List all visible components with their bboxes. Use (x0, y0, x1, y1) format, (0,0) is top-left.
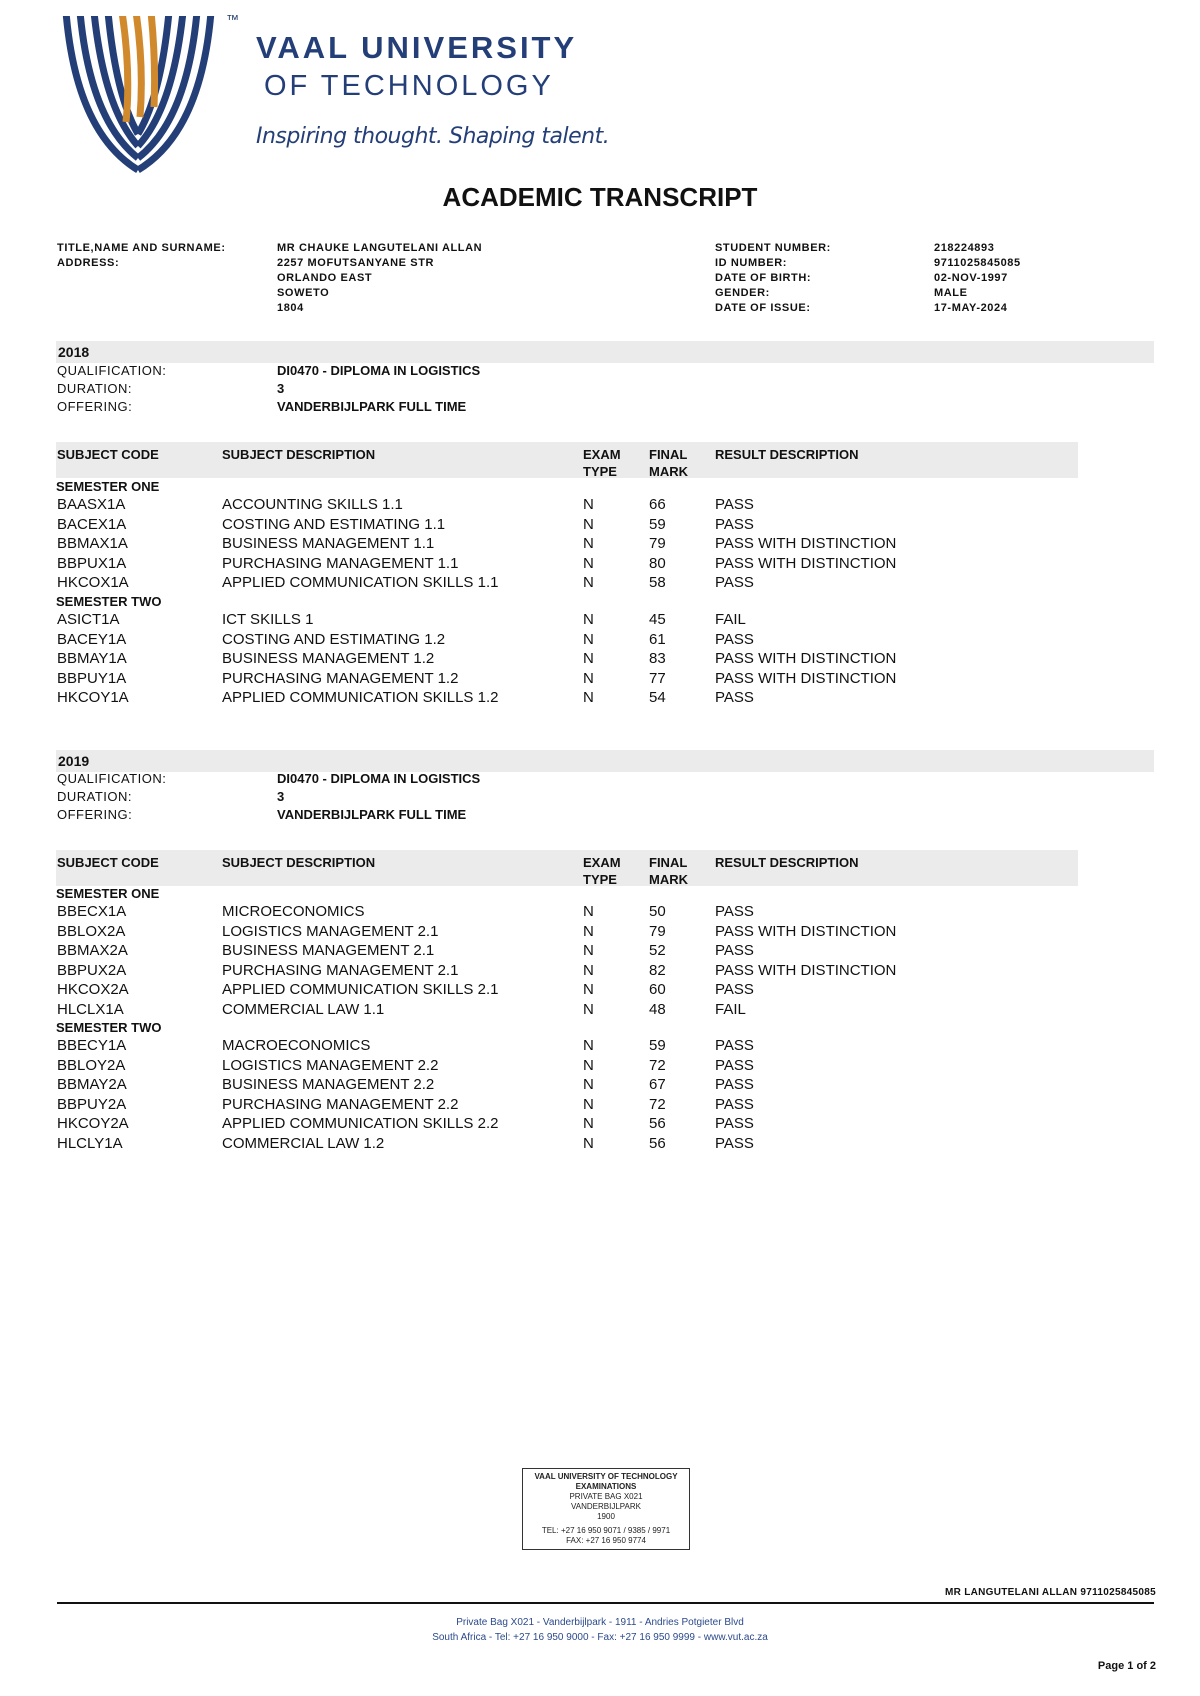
col-final-mark: FINAL MARK (649, 447, 688, 479)
exam-type: N (583, 611, 594, 628)
duration-value: 3 (277, 789, 285, 804)
table-row (56, 689, 1078, 708)
result-description: PASS (715, 1076, 754, 1093)
final-mark: 67 (649, 1076, 666, 1093)
col-subject-code: SUBJECT CODE (57, 447, 159, 462)
table-row (56, 496, 1078, 515)
subject-code: BBECY1A (57, 1037, 127, 1054)
duration-value: 3 (277, 381, 285, 396)
result-description: FAIL (715, 1000, 746, 1018)
table-row (56, 670, 1078, 689)
results-table-header (56, 442, 1078, 478)
exam-type: N (583, 903, 594, 920)
semester-two-label: SEMESTER TWO (56, 594, 162, 609)
subject-description: MICROECONOMICS (222, 903, 365, 920)
table-row (56, 1135, 1078, 1154)
table-row (56, 942, 1078, 961)
table-row (56, 981, 1078, 1000)
offering-value: VANDERBIJLPARK FULL TIME (277, 399, 467, 414)
subject-code: ASICT1A (57, 611, 120, 628)
result-description: PASS (715, 942, 754, 959)
trademark-symbol: ™ (226, 12, 239, 27)
subject-code: BBECX1A (57, 903, 127, 920)
exam-type: N (583, 669, 594, 687)
exam-type: N (583, 922, 594, 940)
subject-description: BUSINESS MANAGEMENT 2.2 (222, 1076, 435, 1093)
name-value: MR CHAUKE LANGUTELANI ALLAN (277, 242, 483, 254)
subject-code: BBPUX1A (57, 554, 127, 572)
subject-description: COMMERCIAL LAW 1.1 (222, 1000, 385, 1018)
exam-type: N (583, 1037, 594, 1054)
subject-description: APPLIED COMMUNICATION SKILLS 2.2 (222, 1115, 499, 1132)
stamp-line: 1900 (597, 1512, 615, 1521)
subject-code: HKCOY1A (57, 689, 129, 706)
exam-type: N (583, 942, 594, 959)
table-row (56, 903, 1078, 922)
tagline: Inspiring thought. Shaping talent. (256, 124, 610, 149)
subject-code: BBMAY1A (57, 650, 127, 667)
exam-type: N (583, 574, 594, 591)
result-description: PASS (715, 1095, 754, 1113)
subject-description: ACCOUNTING SKILLS 1.1 (222, 496, 403, 513)
final-mark: 83 (649, 650, 666, 667)
document-title: ACADEMIC TRANSCRIPT (442, 182, 758, 212)
subject-code: BBLOX2A (57, 922, 126, 940)
subject-description: PURCHASING MANAGEMENT 2.2 (222, 1095, 459, 1113)
subject-description: LOGISTICS MANAGEMENT 2.1 (222, 922, 439, 940)
final-mark: 59 (649, 515, 666, 533)
subject-description: APPLIED COMMUNICATION SKILLS 1.2 (222, 689, 499, 706)
table-row (56, 650, 1078, 669)
semester-two-label: SEMESTER TWO (56, 1020, 162, 1035)
final-mark: 80 (649, 554, 666, 572)
exam-type: N (583, 535, 594, 552)
gender-label: GENDER: (715, 287, 770, 299)
final-mark: 79 (649, 535, 666, 552)
qualification-label: QUALIFICATION: (57, 771, 167, 786)
subject-description: APPLIED COMMUNICATION SKILLS 1.1 (222, 574, 499, 591)
result-description: PASS WITH DISTINCTION (715, 922, 897, 940)
final-mark: 66 (649, 496, 666, 513)
subject-code: BBMAY2A (57, 1076, 127, 1093)
footer-student-id: MR LANGUTELANI ALLAN 9711025845085 (944, 1587, 1156, 1598)
result-description: PASS (715, 496, 754, 513)
page-number: Page 1 of 2 (1097, 1660, 1156, 1672)
stamp-line: EXAMINATIONS (575, 1482, 637, 1491)
year-label: 2018 (58, 344, 90, 360)
subject-description: PURCHASING MANAGEMENT 1.2 (222, 669, 459, 687)
result-description: PASS (715, 1056, 754, 1074)
result-description: PASS WITH DISTINCTION (715, 554, 897, 572)
subject-code: BAASX1A (57, 496, 126, 513)
semester-one-label: SEMESTER ONE (56, 479, 160, 494)
col-exam-type: EXAM TYPE (583, 447, 621, 479)
final-mark: 61 (649, 630, 666, 648)
subject-description: APPLIED COMMUNICATION SKILLS 2.1 (222, 981, 499, 998)
stamp-line: VAAL UNIVERSITY OF TECHNOLOGY (534, 1472, 678, 1481)
result-description: PASS (715, 1134, 754, 1152)
stamp-line: FAX: +27 16 950 9774 (566, 1536, 646, 1545)
subject-code: BBMAX1A (57, 535, 128, 552)
exam-type: N (583, 1056, 594, 1074)
id-number-label: ID NUMBER: (715, 257, 787, 269)
stamp-line: TEL: +27 16 950 9071 / 9385 / 9971 (541, 1526, 671, 1535)
final-mark: 60 (649, 981, 666, 998)
final-mark: 77 (649, 669, 666, 687)
student-number: 218224893 (934, 242, 995, 254)
exam-type: N (583, 1134, 594, 1152)
result-description: PASS (715, 981, 754, 998)
result-description: PASS (715, 1115, 754, 1132)
exam-type: N (583, 496, 594, 513)
table-row (56, 516, 1078, 535)
offering-value: VANDERBIJLPARK FULL TIME (277, 807, 467, 822)
col-subject-description: SUBJECT DESCRIPTION (222, 447, 376, 462)
semester-one-label: SEMESTER ONE (56, 886, 160, 901)
final-mark: 50 (649, 903, 666, 920)
subject-description: PURCHASING MANAGEMENT 2.1 (222, 961, 459, 979)
result-description: FAIL (715, 611, 746, 628)
subject-description: BUSINESS MANAGEMENT 1.1 (222, 535, 435, 552)
stamp-line: PRIVATE BAG X021 (569, 1492, 643, 1501)
subject-description: ICT SKILLS 1 (222, 611, 314, 628)
col-subject-description: SUBJECT DESCRIPTION (222, 855, 376, 870)
exam-type: N (583, 981, 594, 998)
university-logo-icon (56, 12, 221, 177)
table-row (56, 1057, 1078, 1076)
duration-label: DURATION: (57, 381, 133, 396)
table-row (56, 574, 1078, 593)
year-header (56, 750, 1154, 772)
exam-type: N (583, 515, 594, 533)
table-row (56, 1076, 1078, 1095)
final-mark: 72 (649, 1095, 666, 1113)
address-line: ORLANDO EAST (277, 272, 373, 284)
qualification-value: DI0470 - DIPLOMA IN LOGISTICS (277, 771, 481, 786)
duration-label: DURATION: (57, 789, 133, 804)
final-mark: 52 (649, 942, 666, 959)
table-row (56, 962, 1078, 981)
table-row (56, 1115, 1078, 1134)
dob-value: 02-NOV-1997 (934, 272, 1008, 284)
result-description: PASS WITH DISTINCTION (715, 669, 897, 687)
subject-code: HKCOX2A (57, 981, 129, 998)
student-number-label: STUDENT NUMBER: (715, 242, 831, 254)
university-name: VAAL UNIVERSITY (256, 30, 578, 65)
subject-code: HLCLX1A (57, 1000, 124, 1018)
result-description: PASS WITH DISTINCTION (715, 535, 897, 552)
subject-description: BUSINESS MANAGEMENT 1.2 (222, 650, 435, 667)
subject-code: HKCOY2A (57, 1115, 129, 1132)
result-description: PASS WITH DISTINCTION (715, 650, 897, 667)
table-row (56, 1001, 1078, 1020)
dob-label: DATE OF BIRTH: (715, 272, 812, 284)
table-row (56, 1037, 1078, 1056)
address-line: 2257 MOFUTSANYANE STR (277, 257, 435, 269)
table-row (56, 1096, 1078, 1115)
qualification-value: DI0470 - DIPLOMA IN LOGISTICS (277, 363, 481, 378)
subject-code: BBPUY1A (57, 669, 127, 687)
footer-divider (57, 1602, 1154, 1604)
exam-type: N (583, 1000, 594, 1018)
subject-code: HLCLY1A (57, 1134, 123, 1152)
final-mark: 54 (649, 689, 666, 706)
table-row (56, 555, 1078, 574)
table-row (56, 535, 1078, 554)
exam-type: N (583, 1076, 594, 1093)
final-mark: 45 (649, 611, 666, 628)
examinations-stamp (522, 1468, 690, 1550)
subject-code: BBPUX2A (57, 961, 127, 979)
col-exam-type: EXAM TYPE (583, 855, 621, 887)
final-mark: 59 (649, 1037, 666, 1054)
col-result-description: RESULT DESCRIPTION (715, 855, 859, 870)
final-mark: 48 (649, 1000, 666, 1018)
footer-address-line: South Africa - Tel: +27 16 950 9000 - Fax: +27 16 950 9999 - www.vut.ac.za (432, 1632, 768, 1643)
result-description: PASS (715, 1037, 754, 1054)
exam-type: N (583, 961, 594, 979)
result-description: PASS (715, 630, 754, 648)
final-mark: 58 (649, 574, 666, 591)
exam-type: N (583, 689, 594, 706)
offering-label: OFFERING: (57, 807, 133, 822)
id-number: 9711025845085 (934, 257, 1021, 269)
subject-description: LOGISTICS MANAGEMENT 2.2 (222, 1056, 439, 1074)
year-label: 2019 (58, 753, 90, 769)
subject-description: COSTING AND ESTIMATING 1.1 (222, 515, 446, 533)
col-final-mark: FINAL MARK (649, 855, 688, 887)
table-row (56, 611, 1078, 630)
offering-label: OFFERING: (57, 399, 133, 414)
subject-description: COMMERCIAL LAW 1.2 (222, 1134, 385, 1152)
exam-type: N (583, 630, 594, 648)
result-description: PASS (715, 689, 754, 706)
subject-description: MACROECONOMICS (222, 1037, 371, 1054)
subject-description: COSTING AND ESTIMATING 1.2 (222, 630, 446, 648)
result-description: PASS (715, 515, 754, 533)
final-mark: 82 (649, 961, 666, 979)
name-label: TITLE,NAME AND SURNAME: (57, 242, 226, 254)
university-subtitle: OF TECHNOLOGY (264, 70, 554, 102)
subject-description: BUSINESS MANAGEMENT 2.1 (222, 942, 435, 959)
result-description: PASS WITH DISTINCTION (715, 961, 897, 979)
stamp-line: VANDERBIJLPARK (571, 1502, 641, 1511)
subject-code: BBMAX2A (57, 942, 128, 959)
qualification-label: QUALIFICATION: (57, 363, 167, 378)
address-label: ADDRESS: (57, 257, 120, 269)
result-description: PASS (715, 903, 754, 920)
address-line: SOWETO (277, 287, 330, 299)
subject-code: HKCOX1A (57, 574, 129, 591)
final-mark: 56 (649, 1134, 666, 1152)
address-line: 1804 (277, 302, 304, 314)
exam-type: N (583, 1095, 594, 1113)
exam-type: N (583, 650, 594, 667)
footer-address-line: Private Bag X021 - Vanderbijlpark - 1911 - Andries Potgieter Blvd (456, 1617, 744, 1628)
table-row (56, 631, 1078, 650)
exam-type: N (583, 554, 594, 572)
subject-code: BBPUY2A (57, 1095, 127, 1113)
final-mark: 72 (649, 1056, 666, 1074)
issue-date-value: 17-MAY-2024 (934, 302, 1008, 314)
subject-description: PURCHASING MANAGEMENT 1.1 (222, 554, 459, 572)
final-mark: 79 (649, 922, 666, 940)
year-header (56, 341, 1154, 363)
gender-value: MALE (934, 287, 968, 299)
final-mark: 56 (649, 1115, 666, 1132)
col-subject-code: SUBJECT CODE (57, 855, 159, 870)
issue-date-label: DATE OF ISSUE: (715, 302, 811, 314)
results-table-header (56, 850, 1078, 886)
result-description: PASS (715, 574, 754, 591)
subject-code: BACEX1A (57, 515, 127, 533)
exam-type: N (583, 1115, 594, 1132)
col-result-description: RESULT DESCRIPTION (715, 447, 859, 462)
subject-code: BBLOY2A (57, 1056, 126, 1074)
table-row (56, 923, 1078, 942)
subject-code: BACEY1A (57, 630, 127, 648)
